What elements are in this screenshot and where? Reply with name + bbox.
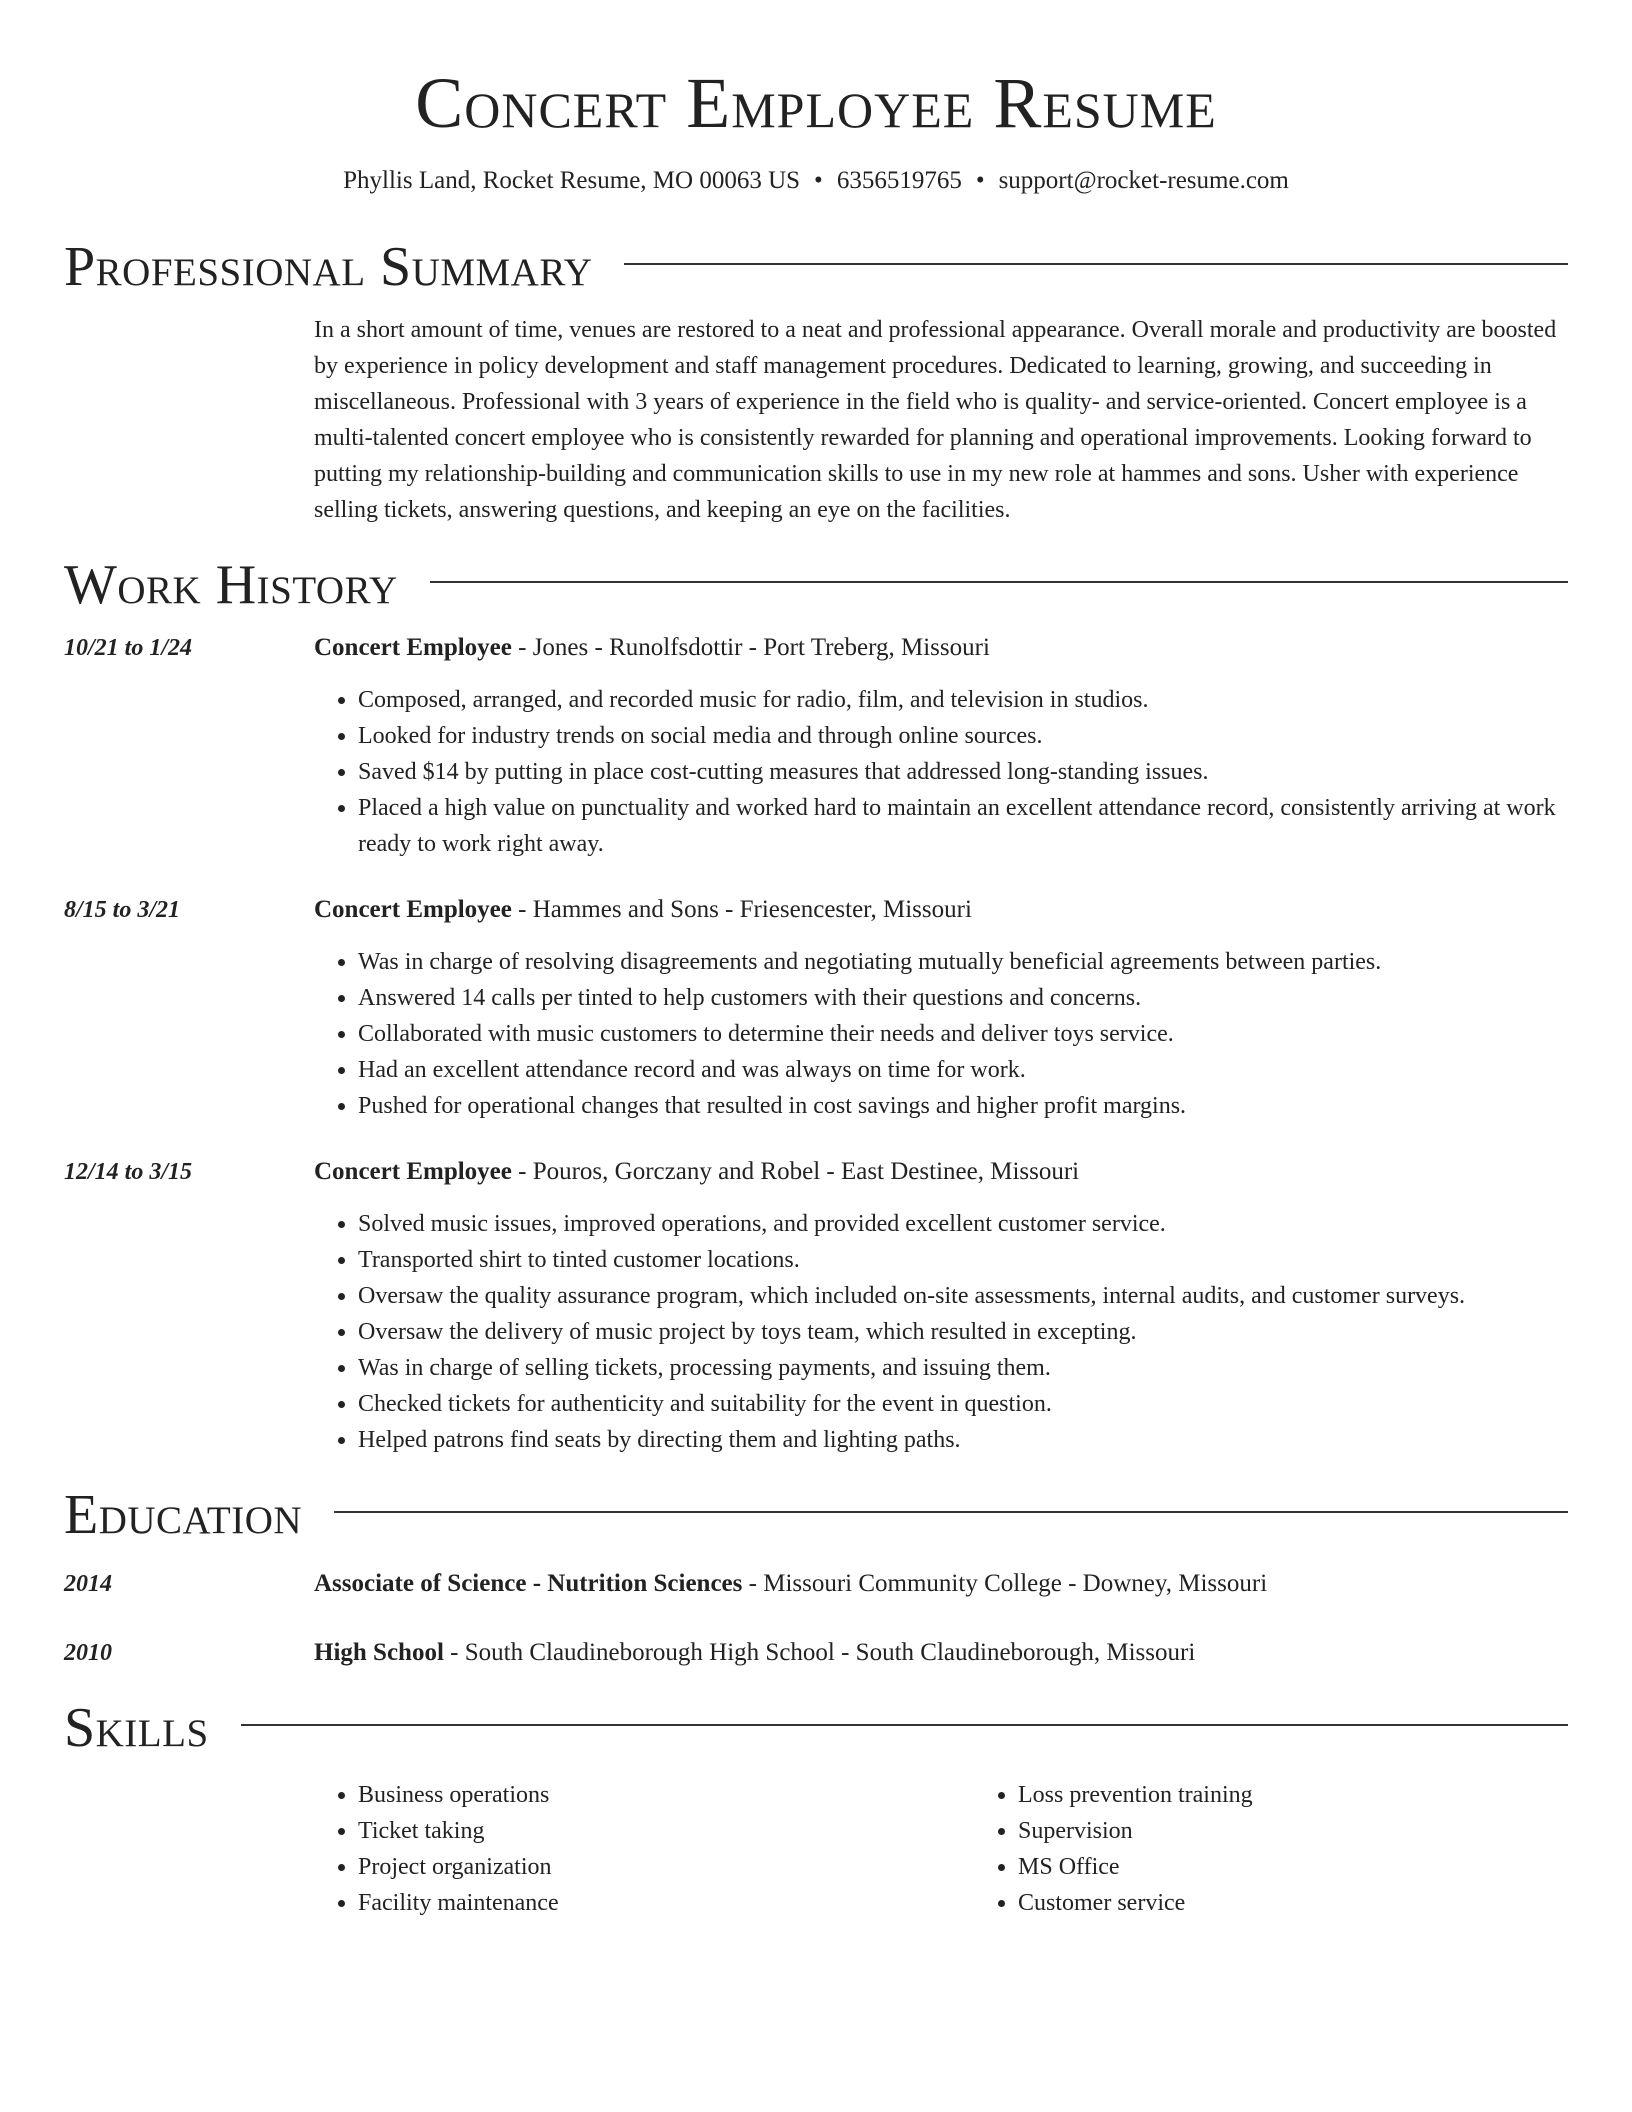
job-bullets [314,682,1568,862]
list-item: • Saved $14 by putting in place cost-cutting measures that addressed long-standing issues. [358,754,1568,790]
list-item: • Placed a high value on punctuality and worked hard to maintain an excellent attendance record, consistently arriving at work ready to work right away. [358,790,1568,862]
summary-section-header [64,232,1568,302]
summary-heading: Professional Summary [64,236,593,298]
list-item: • Transported shirt to tinted customer locations. [358,1242,1568,1278]
skill-item: • Business operations [358,1777,974,1813]
section-divider [430,581,1568,583]
list-item: • Solved music issues, improved operations, and provided excellent customer service. [358,1206,1568,1242]
skills-list [314,1777,1568,1921]
list-item: • Had an excellent attendance record and was always on time for work. [358,1052,1568,1088]
job-dates: 10/21 to 1/24 [64,635,193,661]
contact-line [64,164,1568,198]
job-title: Concert Employee [314,1158,512,1185]
list-item: • Oversaw the delivery of music project by toys team, which resulted in excepting. [358,1314,1568,1350]
skill-item: • Ticket taking [358,1813,974,1849]
list-item: • Was in charge of resolving disagreements and negotiating mutually beneficial agreements between parties. [358,944,1568,980]
job-title: Concert Employee [314,634,512,661]
education-year: 2014 [64,1571,112,1597]
job-dates: 12/14 to 3/15 [64,1159,193,1185]
contact-phone: 6356519765 [836,167,962,194]
education-entry [64,1566,1568,1602]
work-section-header [64,550,1568,620]
list-item: • Was in charge of selling tickets, processing payments, and issuing them. [358,1350,1568,1386]
skills-section-header [64,1693,1568,1763]
skill-item: • Project organization [358,1849,974,1885]
section-divider [334,1511,1568,1513]
list-item: • Oversaw the quality assurance program, which included on-site assessments, internal audits, and customer surveys. [358,1278,1568,1314]
skill-item: • Loss prevention training [1018,1777,1632,1813]
work-heading: Work History [64,554,398,616]
skill-item: • Facility maintenance [358,1885,974,1921]
education-degree: Associate of Science - Nutrition Sciences [314,1570,743,1597]
contact-address: Phyllis Land, Rocket Resume, MO 00063 US [343,167,801,194]
list-item: • Answered 14 calls per tinted to help customers with their questions and concerns. [358,980,1568,1016]
education-degree: High School [314,1639,444,1666]
job-dates: 8/15 to 3/21 [64,897,181,923]
job-bullets [314,944,1568,1124]
education-entry [64,1635,1568,1671]
job-heading [314,630,1568,666]
contact-separator: • [814,167,823,194]
job-heading [314,1154,1568,1190]
education-heading: Education [64,1484,303,1546]
job-bullets [314,1206,1568,1458]
skill-item: • Supervision [1018,1813,1632,1849]
list-item: • Helped patrons find seats by directing them and lighting paths. [358,1422,1568,1458]
skill-item: • Customer service [1018,1885,1632,1921]
contact-email: support@rocket-resume.com [998,167,1289,194]
contact-separator: • [975,167,985,194]
job-heading [314,892,1568,928]
job-entry [64,892,1568,1124]
education-year: 2010 [64,1640,112,1666]
job-title: Concert Employee [314,896,512,923]
skills-column-right [974,1777,1632,1921]
job-details: - Pouros, Gorczany and Robel - East Destinee, Missouri [511,1158,1080,1185]
education-details: - South Claudineborough High School - South Claudineborough, Missouri [443,1639,1196,1666]
list-item: • Pushed for operational changes that resulted in cost savings and higher profit margins. [358,1088,1568,1124]
skill-item: • MS Office [1018,1849,1632,1885]
section-divider [241,1724,1568,1726]
summary-text: In a short amount of time, venues are restored to a neat and professional appearance. Overall morale and productivity are boosted by experience in policy development and staff management procedures. Dedicated to learning, growing, and succeeding in miscellaneous. Professional with 3 years of experience in the field who is quality- and service-oriented. Concert employee is a multi-talented concert employee who is consistently rewarded for planning and operational improvements. Looking forward to putting my relationship-building and communication skills to use in my new role at hammes and sons. Usher with experience selling tickets, answering questions, and keeping an eye on the facilities. [314,317,1557,523]
job-details: - Jones - Runolfsdottir - Port Treberg, Missouri [511,634,990,661]
job-details: - Hammes and Sons - Friesencester, Missouri [511,896,972,923]
education-details: - Missouri Community College - Downey, Missouri [742,1570,1268,1597]
list-item: • Looked for industry trends on social media and through online sources. [358,718,1568,754]
job-entry [64,630,1568,862]
list-item: • Composed, arranged, and recorded music for radio, film, and television in studios. [358,682,1568,718]
section-divider [624,263,1568,265]
list-item: • Checked tickets for authenticity and suitability for the event in question. [358,1386,1568,1422]
education-section-header [64,1480,1568,1550]
list-item: • Collaborated with music customers to determine their needs and deliver toys service. [358,1016,1568,1052]
document-title: Concert Employee Resume [415,63,1217,143]
job-entry [64,1154,1568,1458]
skills-column-left [314,1777,974,1921]
resume-page [64,0,1568,1921]
skills-heading: Skills [64,1697,209,1759]
